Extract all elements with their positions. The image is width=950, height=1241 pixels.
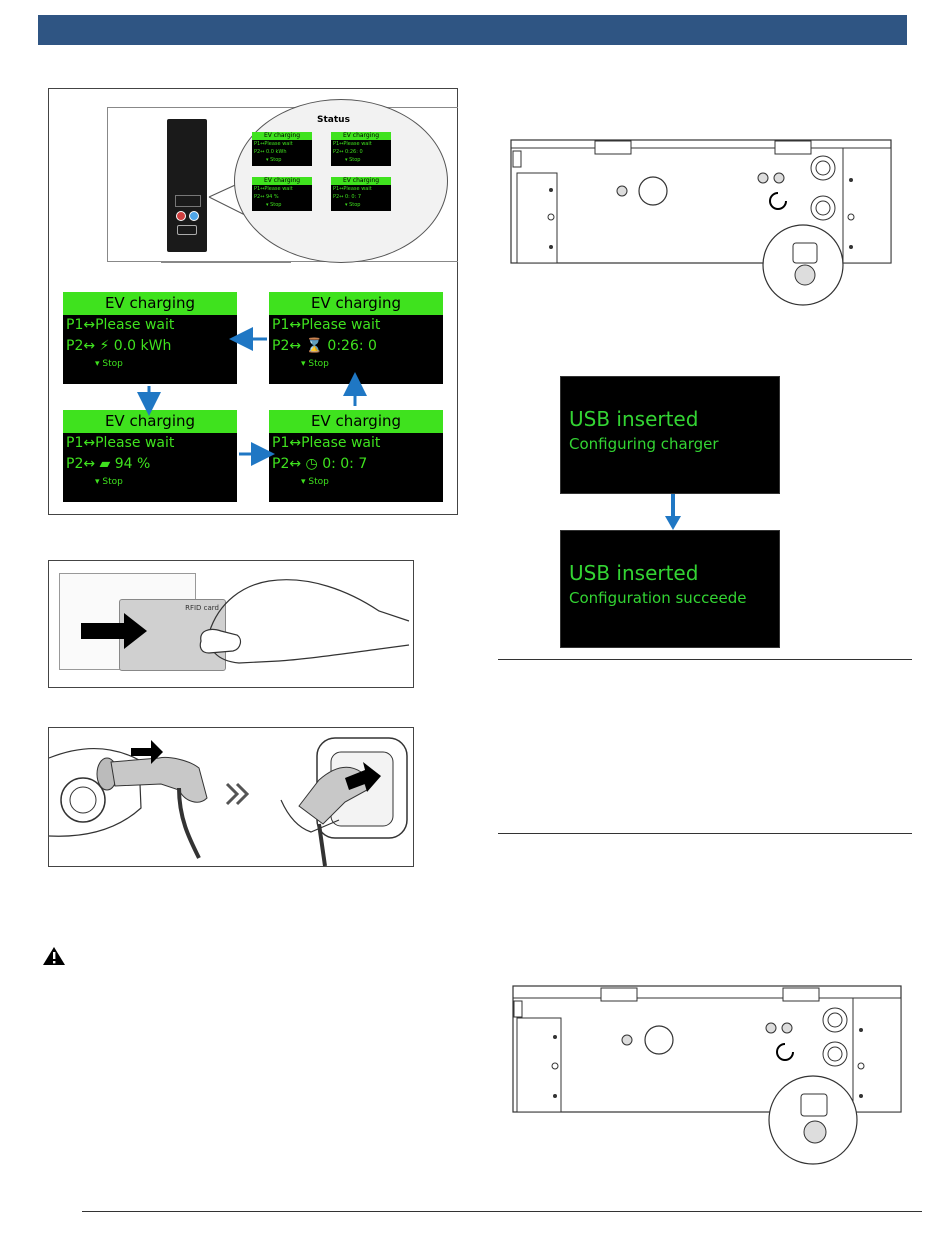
lcd-p1: P1↔Please wait [66,317,175,333]
usb-line2: Configuration succeede [569,589,747,607]
mini-title: EV charging [252,177,312,185]
mini-p1: P1↔Please wait [333,141,372,147]
divider-1 [498,659,912,660]
thumb-icon [200,629,240,653]
mini-title: EV charging [252,132,312,140]
mini-stop: ▾ Stop [345,202,361,208]
mini-p2: P2↔ 0:26: 0 [333,149,363,155]
mini-screen-1 [252,132,312,166]
usb-line1: USB inserted [569,561,699,585]
lcd-title: EV charging [63,410,237,433]
rfid-illustration [49,561,415,689]
lcd-p2: P2↔ ⌛ 0:26: 0 [272,338,377,354]
insert-arrow-icon [81,613,147,649]
lcd-p1: P1↔Please wait [66,435,175,451]
rfid-card-label: RFID card [185,604,219,612]
lcd-p2: P2↔ ◷ 0: 0: 7 [272,456,368,472]
lcd-title: EV charging [269,292,443,315]
mini-screen-2 [331,132,391,166]
header-bar [38,15,907,45]
usb-screen-succeeded [560,530,780,648]
status-callout-title: Status [317,115,350,125]
lcd-p2: P2↔ ⚡ 0.0 kWh [66,338,172,354]
mini-p1: P1↔Please wait [333,186,372,192]
status-figure [48,88,458,515]
mini-p1: P1↔Please wait [254,141,293,147]
mini-screen-3 [252,177,312,211]
bottom-view-drawing [505,135,895,320]
usb-screen-configuring [560,376,780,494]
mini-stop: ▾ Stop [266,157,282,163]
lcd-title: EV charging [269,410,443,433]
lcd-stop: ▾ Stop [301,477,329,487]
mini-p2: P2↔ 0.0 kWh [254,149,287,155]
bottom-view-drawing [505,982,905,1182]
plug-in-figure [48,727,414,867]
mini-p2: P2↔ 94 % [254,194,279,200]
mini-title: EV charging [331,132,391,140]
warning-icon [42,946,66,966]
mini-title: EV charging [331,177,391,185]
charger-bottom-view-2 [505,982,905,1182]
mini-p2: P2↔ 0: 0: 7 [333,194,362,200]
mini-stop: ▾ Stop [345,157,361,163]
mini-p1: P1↔Please wait [254,186,293,192]
next-step-icon [227,784,247,804]
divider-2 [498,833,912,834]
footer-divider [82,1211,922,1212]
usb-line2: Configuring charger [569,435,719,453]
lcd-p1: P1↔Please wait [272,317,381,333]
lcd-stop: ▾ Stop [301,359,329,369]
hand-outline [209,580,409,633]
status-flow-arrows [49,284,459,514]
lcd-p2: P2↔ ▰ 94 % [66,456,151,472]
mini-stop: ▾ Stop [266,202,282,208]
usb-line1: USB inserted [569,407,699,431]
rfid-figure [48,560,414,688]
usb-flow-arrow [663,494,683,534]
plug-in-illustration [49,728,415,868]
lcd-stop: ▾ Stop [95,359,123,369]
usb-port-detail [769,1076,857,1164]
charger-bottom-view-1 [505,135,895,320]
lcd-p1: P1↔Please wait [272,435,381,451]
lcd-title: EV charging [63,292,237,315]
lcd-stop: ▾ Stop [95,477,123,487]
mini-screen-4 [331,177,391,211]
